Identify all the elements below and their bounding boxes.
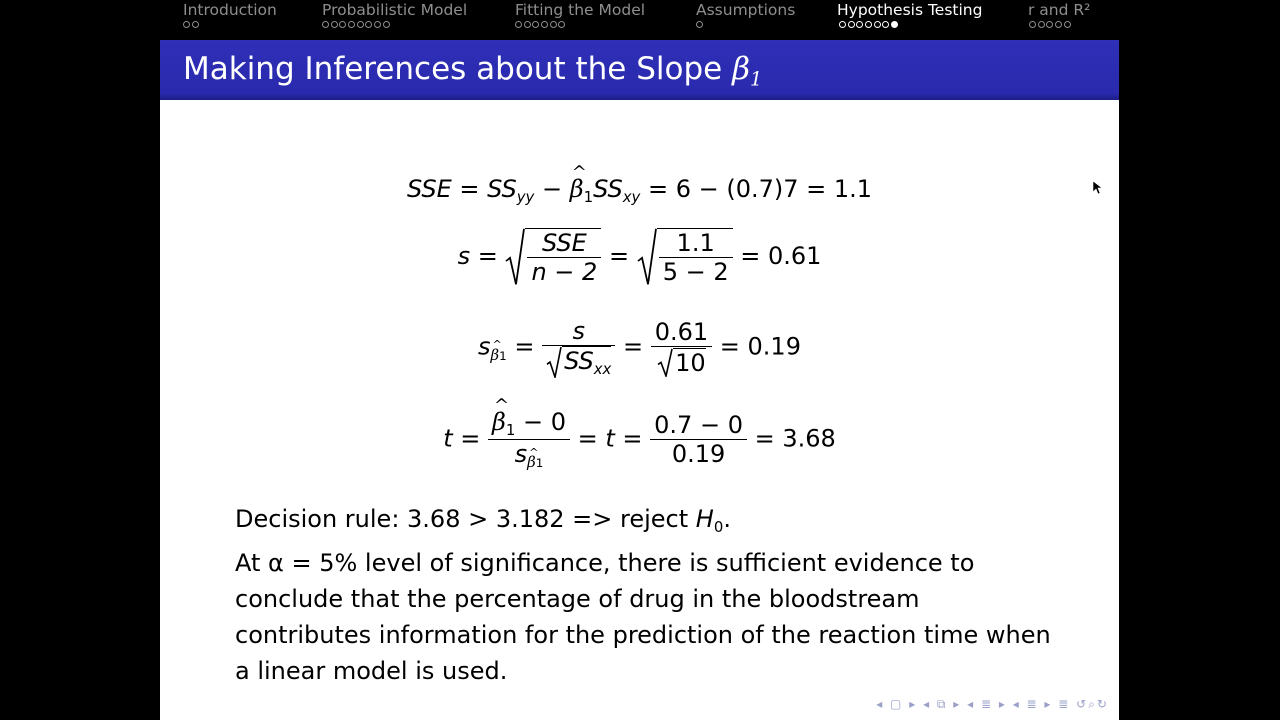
slide-title-text: Making Inferences about the Slope [183, 51, 723, 87]
nav-left-icon[interactable]: ◂ ▢ ▸ [876, 697, 918, 711]
conclusion-line: contributes information for the prediction of the reaction time when [235, 621, 1051, 649]
fraction-t-symbolic: ^ $\frac{\beta_1 - 0}{s\^{} _{\beta 1}}$ [488, 408, 570, 471]
equation-sse: SSE = $SS_{yy}$ − ^ $\beta_1SS_{xy} = 6 - (0.7)7 = 1.1$ [160, 175, 1119, 206]
fraction-s-over-root-ssxx: $\frac{s}{SS_{xx}}$ [542, 317, 615, 378]
nav-section-introduction[interactable]: Introduction [183, 1, 277, 19]
subsection-icon[interactable]: ◂ ≣ ▸ [967, 697, 1007, 711]
conclusion-line: conclude that the percentage of drug in the bloodstream [235, 585, 920, 613]
beamer-navigation-controls [876, 697, 1109, 712]
nav-section-fitting-the-model[interactable]: Fitting the Model [515, 1, 646, 19]
conclusion-line: a linear model is used. [235, 657, 508, 685]
sqrt-sse: $\frac{\text{SSE}}{n - 2}$ [505, 228, 601, 286]
nav-section-hypothesis-testing[interactable]: Hypothesis Testing [837, 1, 983, 19]
nav-dots-introduction[interactable] [183, 21, 200, 33]
equation-s-beta1: s^ $_{\beta 1}$ = $\frac{s}{SS_{xx}}$ = $\frac{0.61}{10}$ = 0.19 [160, 317, 1119, 378]
fraction-values-sb1: $\frac{0.61}{10}$ [651, 318, 712, 377]
nav-dots-assumptions[interactable] [696, 21, 705, 33]
nav-section-r-and-r2[interactable]: r and R² [1028, 1, 1091, 19]
nav-right-icon[interactable]: ≣ [1058, 697, 1071, 711]
nav-dots-probabilistic-model[interactable] [322, 21, 392, 33]
search-icon[interactable]: ↺⌕↻ [1076, 697, 1109, 711]
equation-s: s = $\frac{\text{SSE}}{n - 2}$ = $\frac{1.1}{5 - 2}$ = 0.61 [457, 229, 822, 286]
slide-title [183, 51, 762, 91]
frame-icon[interactable]: ◂ ⧉ ▸ [923, 697, 962, 711]
section-icon[interactable]: ◂ ≣ ▸ [1012, 697, 1053, 711]
mouse-cursor-icon [1093, 181, 1103, 195]
nav-dots-hypothesis-testing[interactable] [839, 21, 900, 33]
sqrt-values: $\frac{1.1}{5 - 2}$ [637, 228, 733, 286]
nav-section-assumptions[interactable]: Assumptions [696, 1, 796, 19]
nav-dots-fitting-the-model[interactable] [515, 21, 567, 33]
fraction-t-values: $\frac{0.7 - 0}{0.19}$ [650, 411, 747, 468]
title-bar [160, 40, 1119, 100]
slide [160, 0, 1119, 720]
slide-title-symbol: $\beta_1$ [732, 51, 763, 91]
conclusion-paragraph [235, 545, 1051, 689]
conclusion-line: At α = 5% level of significance, there is sufficient evidence to [235, 549, 975, 577]
section-navigation-bar [160, 0, 1119, 40]
decision-rule: Decision rule: 3.68 > 3.182 => reject $H_0$. [235, 505, 731, 537]
equation-t: t = ^ $\frac{\beta_1 - 0}{s\^{} _{\beta 1}}$ = t = $\frac{0.7 - 0}{0.19}$ = 3.68 [160, 408, 1119, 471]
nav-section-probabilistic-model[interactable]: Probabilistic Model [322, 1, 468, 19]
nav-dots-r-and-r2[interactable] [1029, 21, 1072, 33]
